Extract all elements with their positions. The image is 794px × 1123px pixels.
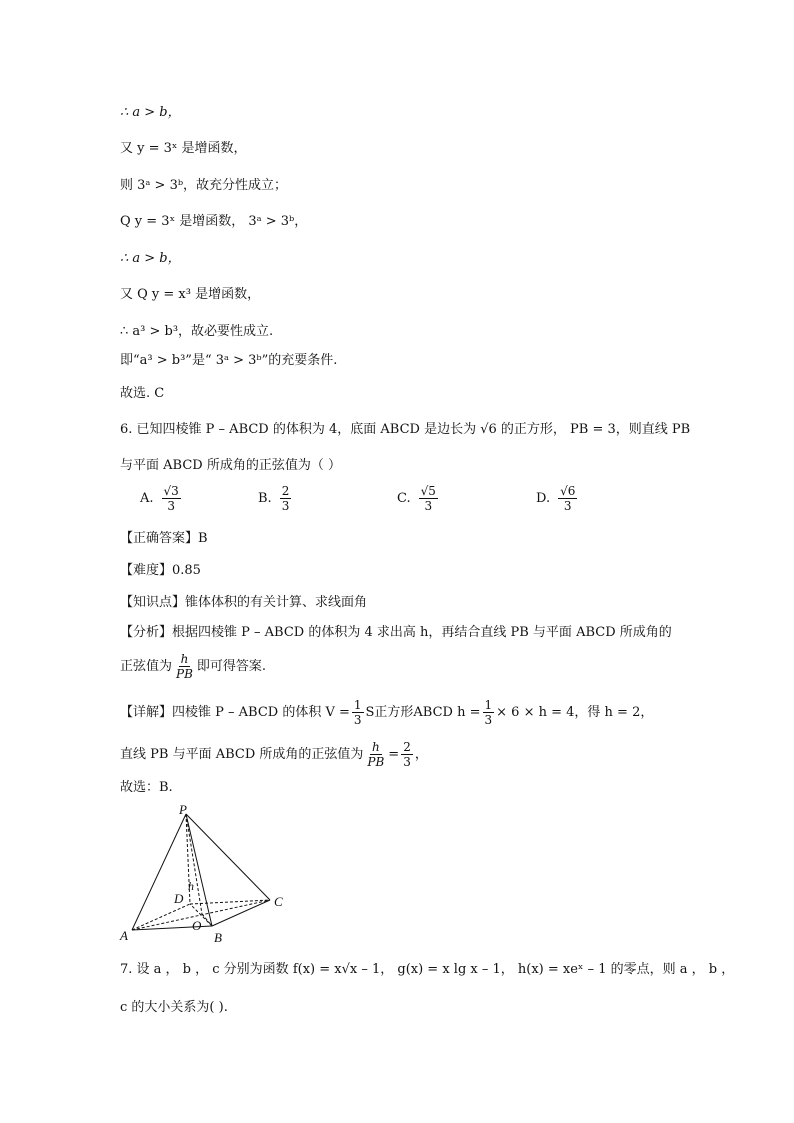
q6-difficulty: 【难度】0.85 xyxy=(120,563,201,578)
q7-line-1: 7. 设 a ， b ， c 分别为函数 f(x) = x√x – 1， g(x) = x lg x – 1， h(x) = xeˣ – 1 的零点，则 a ， b ， xyxy=(120,962,735,977)
fraction-numerator: 1 xyxy=(484,698,493,712)
fraction-numerator: h xyxy=(180,652,189,666)
pyramid-figure xyxy=(110,802,300,947)
fraction-denominator: PB xyxy=(176,667,193,681)
edge-pa xyxy=(132,814,186,930)
edge-dc xyxy=(190,900,270,904)
option-letter: A. xyxy=(140,491,154,506)
fraction-denominator: 3 xyxy=(353,713,362,727)
fraction-numerator: 1 xyxy=(353,698,362,712)
edge-ad xyxy=(132,904,190,930)
fraction-numerator: √5 xyxy=(420,484,436,498)
q6-detail-line-1 xyxy=(120,698,653,727)
proof-line-4: Q y = 3ˣ 是增函数， 3ᵃ > 3ᵇ， xyxy=(120,214,308,229)
option-letter: B. xyxy=(258,491,272,506)
proof-line-3: 则 3ᵃ > 3ᵇ，故充分性成立； xyxy=(120,178,288,193)
proof-line-9: 故选. C xyxy=(120,386,165,401)
fraction-denominator: 3 xyxy=(403,755,411,769)
q6-analysis-line-2 xyxy=(120,652,266,681)
label-c: C xyxy=(274,894,283,909)
fraction-numerator: √3 xyxy=(163,484,179,498)
q6-detail-line-2 xyxy=(120,740,428,769)
fraction-numerator: 2 xyxy=(281,484,290,498)
detail-text: ， xyxy=(414,746,428,762)
fraction-numerator: √6 xyxy=(560,484,576,498)
detail-fraction xyxy=(483,698,495,727)
label-o: O xyxy=(192,918,202,933)
proof-line-5: ∴ a > b， xyxy=(120,251,181,266)
q6-analysis-line-1: 【分析】根据四棱锥 P – ABCD 的体积为 4 求出高 h，再结合直线 PB 与平面 ABCD 所成角的 xyxy=(120,625,672,640)
fraction-denominator: PB xyxy=(367,755,385,769)
detail-fraction xyxy=(352,698,364,727)
fraction-denominator: 3 xyxy=(563,499,572,513)
q6-choose: 故选：B. xyxy=(120,780,173,795)
q6-answer: 【正确答案】B xyxy=(120,531,208,546)
label-b: B xyxy=(214,930,222,945)
option-fraction xyxy=(419,484,438,513)
detail-fraction xyxy=(401,740,413,769)
fraction-denominator: 3 xyxy=(424,499,433,513)
detail-fraction xyxy=(365,740,386,769)
fraction-numerator: 2 xyxy=(403,740,411,754)
detail-text: S正方形ABCD h = xyxy=(365,704,481,720)
q6-option-b xyxy=(258,484,291,513)
edge-pb xyxy=(186,814,212,926)
q7-line-2: c 的大小关系为( ). xyxy=(120,1000,228,1015)
proof-line-2: 又 y = 3ˣ 是增函数， xyxy=(120,141,247,156)
fraction-denominator: 3 xyxy=(167,499,175,513)
label-d: D xyxy=(174,891,184,906)
analysis-fraction xyxy=(174,652,195,681)
option-fraction xyxy=(162,484,181,513)
analysis-text: 即可得答案. xyxy=(196,658,267,674)
fraction-denominator: 3 xyxy=(484,713,493,727)
detail-text: 直线 PB 与平面 ABCD 所成角的正弦值为 xyxy=(120,746,364,762)
detail-text: × 6 × h = 4，得 h = 2， xyxy=(496,704,654,720)
q6-option-d xyxy=(536,484,577,513)
option-fraction xyxy=(558,484,577,513)
option-letter: C. xyxy=(397,491,411,506)
q6-option-c xyxy=(397,484,438,513)
proof-line-7: ∴ a³ > b³，故必要性成立. xyxy=(120,324,274,339)
proof-line-1: ∴ a > b， xyxy=(120,105,181,120)
fraction-denominator: 3 xyxy=(281,499,290,513)
edge-pc xyxy=(186,814,270,900)
detail-text: = xyxy=(388,746,400,762)
label-h: h xyxy=(188,879,194,893)
detail-text: 【详解】四棱锥 P – ABCD 的体积 V = xyxy=(120,704,350,720)
analysis-text: 正弦值为 xyxy=(120,658,173,674)
edge-bc xyxy=(212,900,270,926)
q6-stem-line-1: 6. 已知四棱锥 P – ABCD 的体积为 4，底面 ABCD 是边长为 √6 的正方形， PB = 3，则直线 PB xyxy=(120,422,691,437)
q6-option-a xyxy=(140,484,181,513)
q6-stem-line-2: 与平面 ABCD 所成角的正弦值为（ ） xyxy=(120,458,341,473)
label-p: P xyxy=(179,802,187,817)
proof-line-6: 又 Q y = x³ 是增函数， xyxy=(120,287,261,302)
option-letter: D. xyxy=(536,491,551,506)
option-fraction xyxy=(280,484,292,513)
proof-line-8: 即“a³ > b³”是“ 3ᵃ > 3ᵇ”的充要条件. xyxy=(120,353,338,368)
fraction-numerator: h xyxy=(371,740,380,754)
label-a: A xyxy=(120,928,128,943)
q6-knowledge: 【知识点】锥体体积的有关计算、求线面角 xyxy=(120,595,368,610)
